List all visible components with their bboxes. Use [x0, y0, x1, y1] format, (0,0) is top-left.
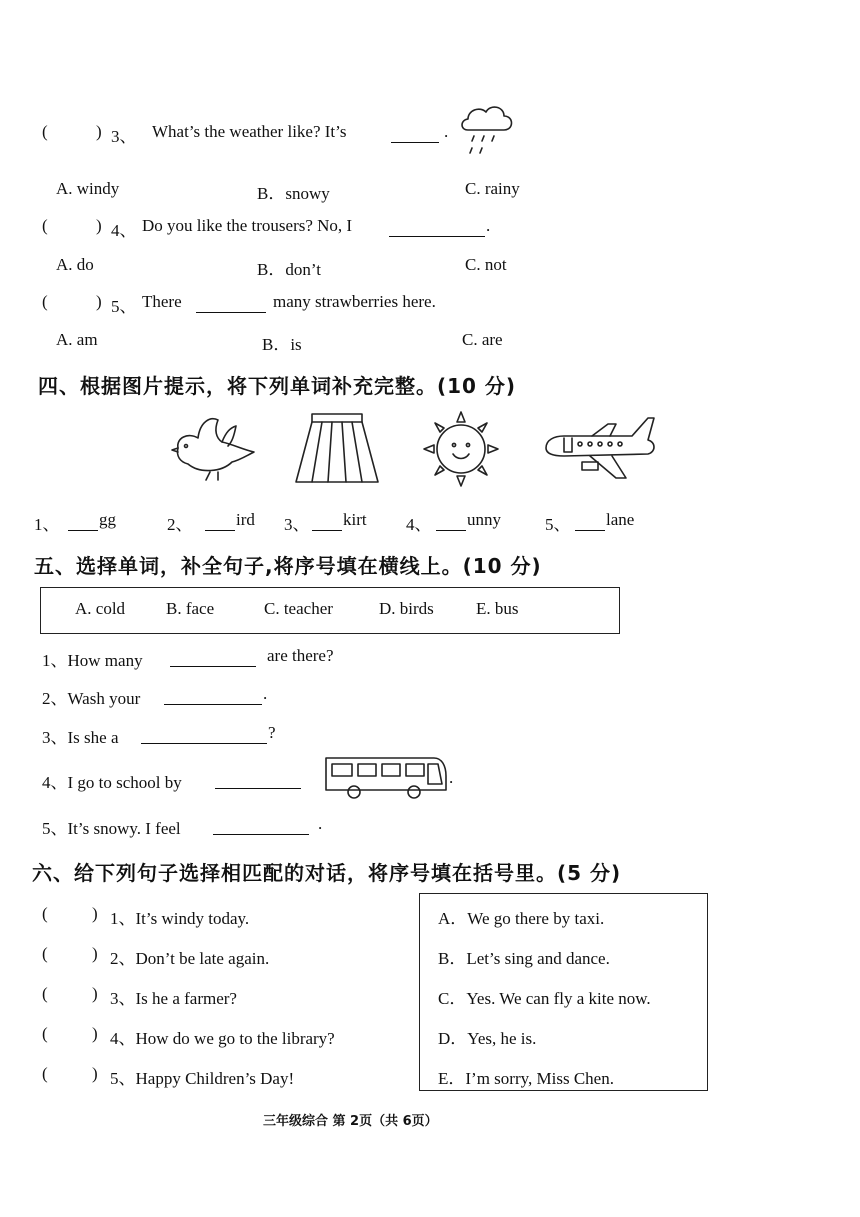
bird-icon — [170, 412, 260, 484]
part5-s2-after: . — [263, 684, 268, 703]
part4-item-5-num: 5、 — [545, 515, 571, 534]
q5-option-b: B．is — [262, 335, 302, 354]
q5-option-a: A. am — [56, 330, 98, 349]
q3-text: What’s the weather like? It’s — [152, 122, 347, 141]
q5-option-c: C. are — [462, 330, 503, 349]
part6-q4-text: 4、How do we go to the library? — [110, 1029, 335, 1048]
q4-number: 4、 — [111, 221, 137, 240]
part4-item-3-word: kirt — [343, 510, 367, 529]
part6-q3-close-paren: ) — [92, 984, 98, 1003]
part4-item-1-word: gg — [99, 510, 116, 529]
q5-text-before: There — [142, 292, 182, 311]
part5-s2-before: 2、Wash your — [42, 689, 141, 708]
part6-q5-open-paren: ( — [42, 1064, 48, 1083]
answer-c: C．Yes. We can fly a kite now. — [438, 989, 651, 1008]
part6-q3-open-paren: ( — [42, 984, 48, 1003]
part5-s5-after: . — [318, 814, 323, 833]
q4-text: Do you like the trousers? No, I — [142, 216, 353, 235]
bus-icon — [324, 754, 452, 800]
part6-q2-close-paren: ) — [92, 944, 98, 963]
q4-end: . — [486, 216, 491, 235]
q4-option-b: B．don’t — [257, 260, 321, 279]
q3-option-a: A. windy — [56, 179, 120, 198]
part5-s3-blank[interactable] — [141, 729, 267, 744]
answer-b: B．Let’s sing and dance. — [438, 949, 610, 968]
q3-open-paren: ( — [42, 122, 48, 141]
part4-item-2-word: ird — [236, 510, 255, 529]
word-bank-d: D. birds — [379, 599, 434, 618]
part4-item-2-num: 2、 — [167, 515, 193, 534]
q3-option-c: C. rainy — [465, 179, 520, 198]
answer-a: A．We go there by taxi. — [438, 909, 605, 928]
part5-s5-blank[interactable] — [213, 820, 309, 835]
part4-item-1-blank[interactable] — [68, 516, 98, 531]
q5-close-paren: ) — [96, 292, 102, 311]
part6-q5-close-paren: ) — [92, 1064, 98, 1083]
part6-q2-text: 2、Don’t be late again. — [110, 949, 270, 968]
q4-option-c: C. not — [465, 255, 507, 274]
part6-heading: 六、给下列句子选择相匹配的对话，将序号填在括号里。(5 分) — [32, 861, 622, 885]
word-bank-c: C. teacher — [264, 599, 333, 618]
part5-s3-after: ? — [268, 723, 276, 742]
part6-q1-text: 1、It’s windy today. — [110, 909, 250, 928]
part4-item-5-word: lane — [606, 510, 635, 529]
part4-item-3-num: 3、 — [284, 515, 310, 534]
part6-q5-text: 5、Happy Children’s Day! — [110, 1069, 295, 1088]
q5-number: 5、 — [111, 297, 137, 316]
part5-s1-blank[interactable] — [170, 652, 256, 667]
word-bank-a: A. cold — [75, 599, 126, 618]
part5-heading: 五、选择单词，补全句子,将序号填在横线上。(10 分) — [34, 554, 542, 578]
answer-e: E．I’m sorry, Miss Chen. — [438, 1069, 614, 1088]
part6-q3-text: 3、Is he a farmer? — [110, 989, 237, 1008]
q5-blank[interactable] — [196, 298, 266, 313]
part4-item-4-blank[interactable] — [436, 516, 466, 531]
q5-text-after: many strawberries here. — [273, 292, 436, 311]
plane-icon — [540, 412, 660, 486]
q5-open-paren: ( — [42, 292, 48, 311]
q3-close-paren: ) — [96, 122, 102, 141]
part6-q2-open-paren: ( — [42, 944, 48, 963]
part4-item-4-num: 4、 — [406, 515, 432, 534]
part5-s2-blank[interactable] — [164, 690, 262, 705]
part5-s3-before: 3、Is she a — [42, 728, 119, 747]
page-footer: 三年级综合 第 2页（共 6页） — [263, 1114, 438, 1129]
part4-item-1-num: 1、 — [34, 515, 60, 534]
part6-q1-open-paren: ( — [42, 904, 48, 923]
part6-q1-close-paren: ) — [92, 904, 98, 923]
part5-s4-after: . — [449, 768, 454, 787]
q4-option-a: A. do — [56, 255, 94, 274]
q4-open-paren: ( — [42, 216, 48, 235]
q3-blank[interactable] — [391, 128, 439, 143]
answer-d: D．Yes, he is. — [438, 1029, 537, 1048]
q3-option-b: B．snowy — [257, 184, 330, 203]
part5-s1-after: are there? — [267, 646, 334, 665]
part4-item-2-blank[interactable] — [205, 516, 235, 531]
rain-cloud-icon — [458, 102, 518, 160]
skirt-icon — [292, 410, 382, 488]
word-bank-b: B. face — [166, 599, 215, 618]
part5-s1-before: 1、How many — [42, 651, 143, 670]
part4-item-3-blank[interactable] — [312, 516, 342, 531]
q4-close-paren: ) — [96, 216, 102, 235]
q3-end: . — [444, 122, 449, 141]
part5-s4-before: 4、I go to school by — [42, 773, 182, 792]
word-bank-e: E. bus — [476, 599, 519, 618]
part4-item-5-blank[interactable] — [575, 516, 605, 531]
q4-blank[interactable] — [389, 222, 485, 237]
sun-icon — [420, 408, 502, 490]
part4-heading: 四、根据图片提示，将下列单词补充完整。(10 分) — [38, 374, 517, 398]
part6-q4-close-paren: ) — [92, 1024, 98, 1043]
q3-number: 3、 — [111, 127, 137, 146]
part5-s4-blank[interactable] — [215, 774, 301, 789]
part5-s5-before: 5、It’s snowy. I feel — [42, 819, 181, 838]
part6-q4-open-paren: ( — [42, 1024, 48, 1043]
part4-item-4-word: unny — [467, 510, 501, 529]
